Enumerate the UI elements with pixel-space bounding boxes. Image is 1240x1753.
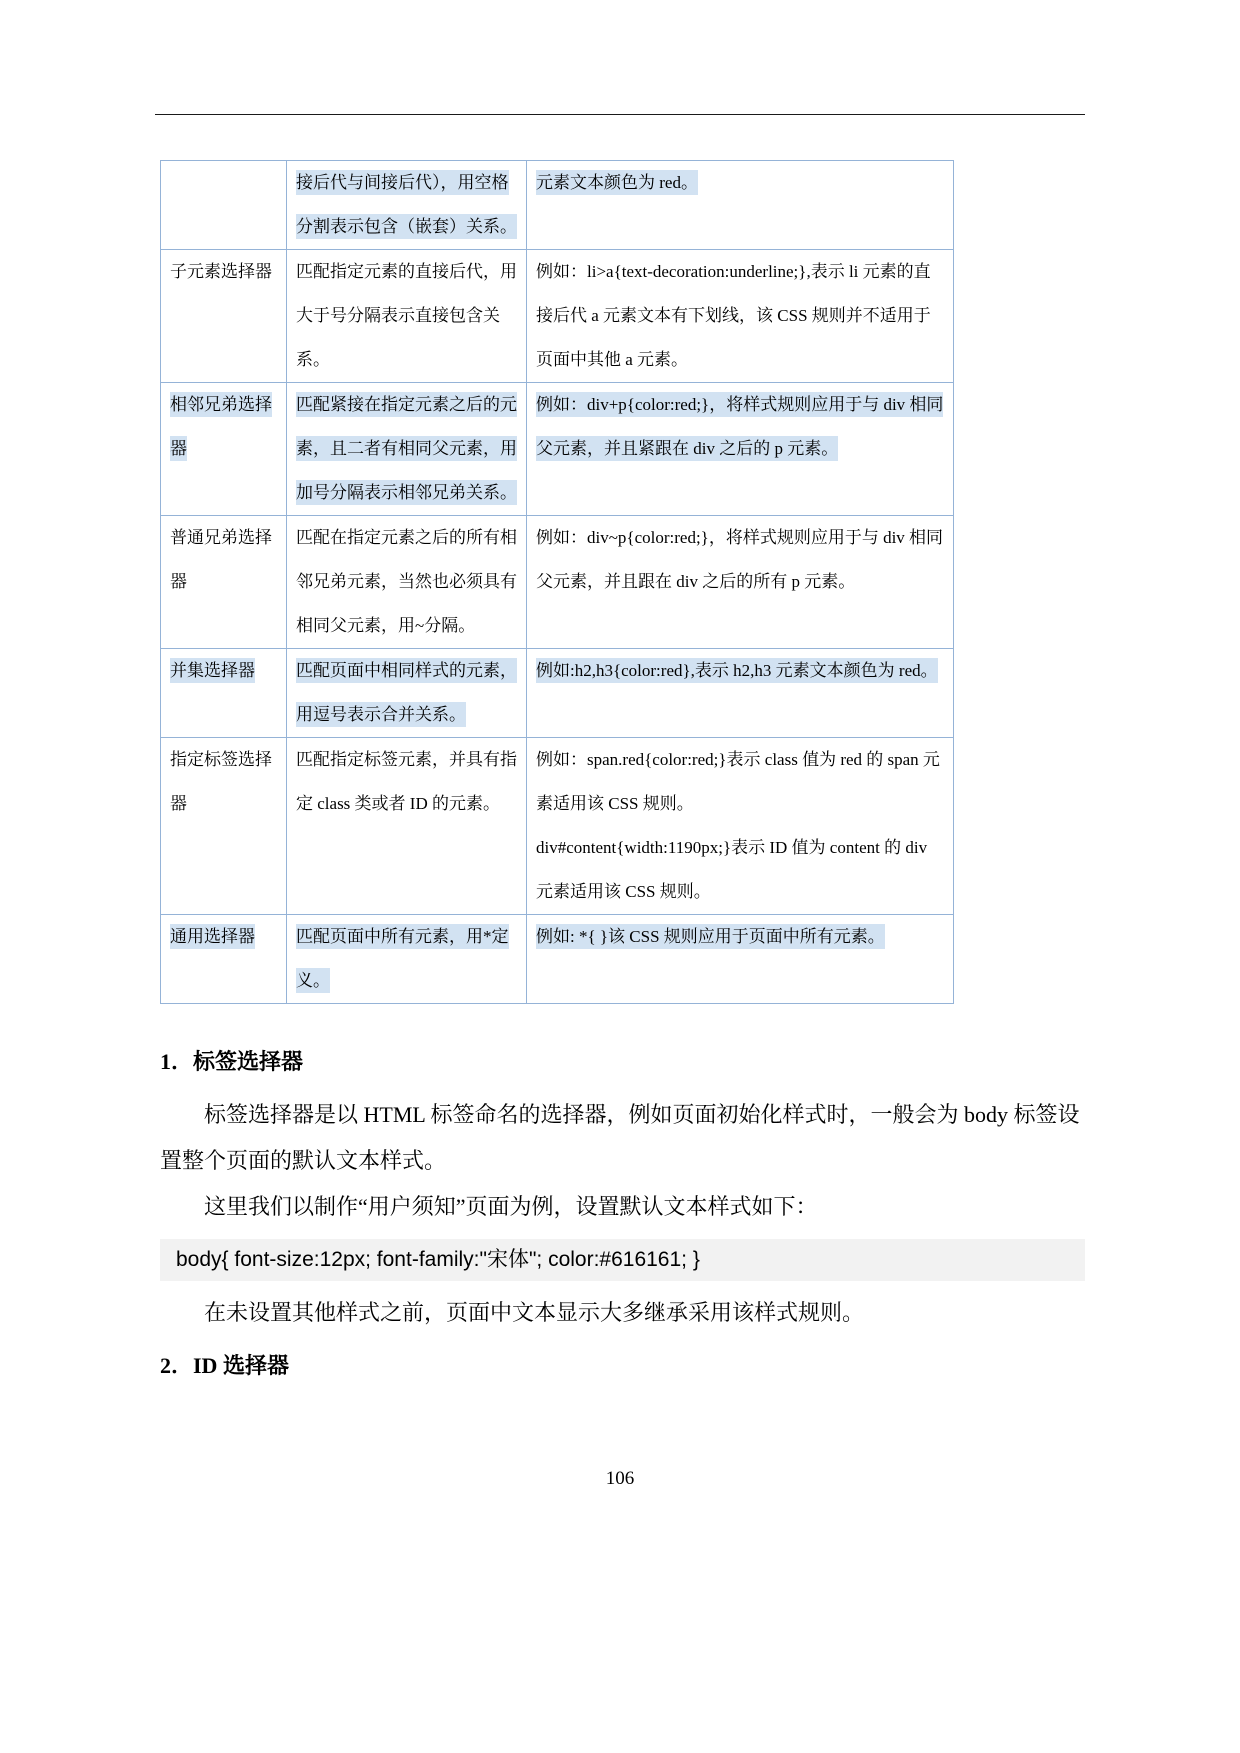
selector-name: 并集选择器 [170, 658, 255, 683]
selector-name-cell [161, 516, 287, 649]
selector-description-cell [287, 250, 527, 383]
selector-example: 例如：div+p{color:red;}，将样式规则应用于与 div 相同父元素，并且紧跟在 div 之后的 p 元素。 [536, 392, 943, 461]
selector-description: 接后代与间接后代），用空格分割表示包含（嵌套）关系。 [296, 170, 517, 239]
page-number: 106 [605, 1468, 635, 1489]
selector-example: 例如:h2,h3{color:red},表示 h2,h3 元素文本颜色为 red。 [536, 658, 938, 683]
selector-example-cell [527, 161, 954, 250]
header-rule [155, 114, 1085, 115]
paragraph-example-intro: 这里我们以制作“用户须知”页面为例，设置默认文本样式如下： [204, 1194, 818, 1219]
selector-name-cell [161, 161, 287, 250]
body-text-section [160, 1046, 1085, 1382]
selector-name: 普通兄弟选择器 [170, 528, 272, 591]
heading-tag-selector: 1．标签选择器 [160, 1049, 304, 1074]
selector-example-cell [527, 649, 954, 738]
selector-example: div#content{width:1190px;}表示 ID 值为 content 的 div 元素适用该 CSS 规则。 [536, 838, 928, 901]
selector-description-cell [287, 649, 527, 738]
example-paragraph-1 [536, 738, 945, 826]
selector-description: 匹配页面中相同样式的元素，用逗号表示合并关系。 [296, 658, 517, 727]
selector-name-cell [161, 915, 287, 1004]
table-row [161, 738, 954, 915]
selector-description: 匹配指定标签元素，并具有指定 class 类或者 ID 的元素。 [296, 750, 517, 813]
selector-name: 子元素选择器 [170, 262, 272, 281]
selector-example: 例如：span.red{color:red;}表示 class 值为 red 的 span 元素适用该 CSS 规则。 [536, 750, 940, 813]
selector-example: 例如：div~p{color:red;}，将样式规则应用于与 div 相同父元素，并且跟在 div 之后的所有 p 元素。 [536, 528, 944, 591]
table-row [161, 250, 954, 383]
code-sample: body{ font-size:12px; font-family:"宋体"; color:#616161; } [160, 1239, 1085, 1281]
selector-example-cell [527, 250, 954, 383]
selector-example-cell [527, 738, 954, 915]
paragraph-inherit-note: 在未设置其他样式之前，页面中文本显示大多继承采用该样式规则。 [204, 1300, 865, 1325]
selector-description: 匹配指定元素的直接后代，用大于号分隔表示直接包含关系。 [296, 262, 517, 369]
selector-example: 例如：li>a{text-decoration:underline;},表示 li 元素的直接后代 a 元素文本有下划线，该 CSS 规则并不适用于页面中其他 a 元素。 [536, 262, 931, 369]
selector-example: 元素文本颜色为 red。 [536, 170, 698, 195]
selector-description-cell [287, 161, 527, 250]
selector-name-cell [161, 383, 287, 516]
selector-name: 相邻兄弟选择器 [170, 392, 272, 461]
selector-description-cell [287, 383, 527, 516]
selector-example-cell [527, 915, 954, 1004]
css-selectors-table [160, 160, 954, 1004]
table-row [161, 383, 954, 516]
selector-description: 匹配紧接在指定元素之后的元素，且二者有相同父元素，用加号分隔表示相邻兄弟关系。 [296, 392, 517, 505]
table-row [161, 161, 954, 250]
selector-description: 匹配页面中所有元素，用*定义。 [296, 924, 509, 993]
table-row [161, 516, 954, 649]
selector-example-cell [527, 383, 954, 516]
selector-name: 通用选择器 [170, 924, 255, 949]
selector-name-cell [161, 649, 287, 738]
table-row [161, 649, 954, 738]
selector-description-cell [287, 915, 527, 1004]
selector-name-cell [161, 738, 287, 915]
selector-description: 匹配在指定元素之后的所有相邻兄弟元素，当然也必须具有相同父元素，用~分隔。 [296, 528, 517, 635]
paragraph-tag-selector-intro: 标签选择器是以 HTML 标签命名的选择器，例如页面初始化样式时，一般会为 body 标签设置整个页面的默认文本样式。 [160, 1102, 1080, 1173]
heading-id-selector: 2．ID 选择器 [160, 1353, 289, 1378]
selector-example-cell [527, 516, 954, 649]
selector-name-cell [161, 250, 287, 383]
selector-description-cell [287, 516, 527, 649]
example-paragraph-2 [536, 826, 945, 914]
selector-example: 例如: *{ }该 CSS 规则应用于页面中所有元素。 [536, 924, 885, 949]
selector-description-cell [287, 738, 527, 915]
table-row [161, 915, 954, 1004]
selector-name: 指定标签选择器 [170, 750, 272, 813]
